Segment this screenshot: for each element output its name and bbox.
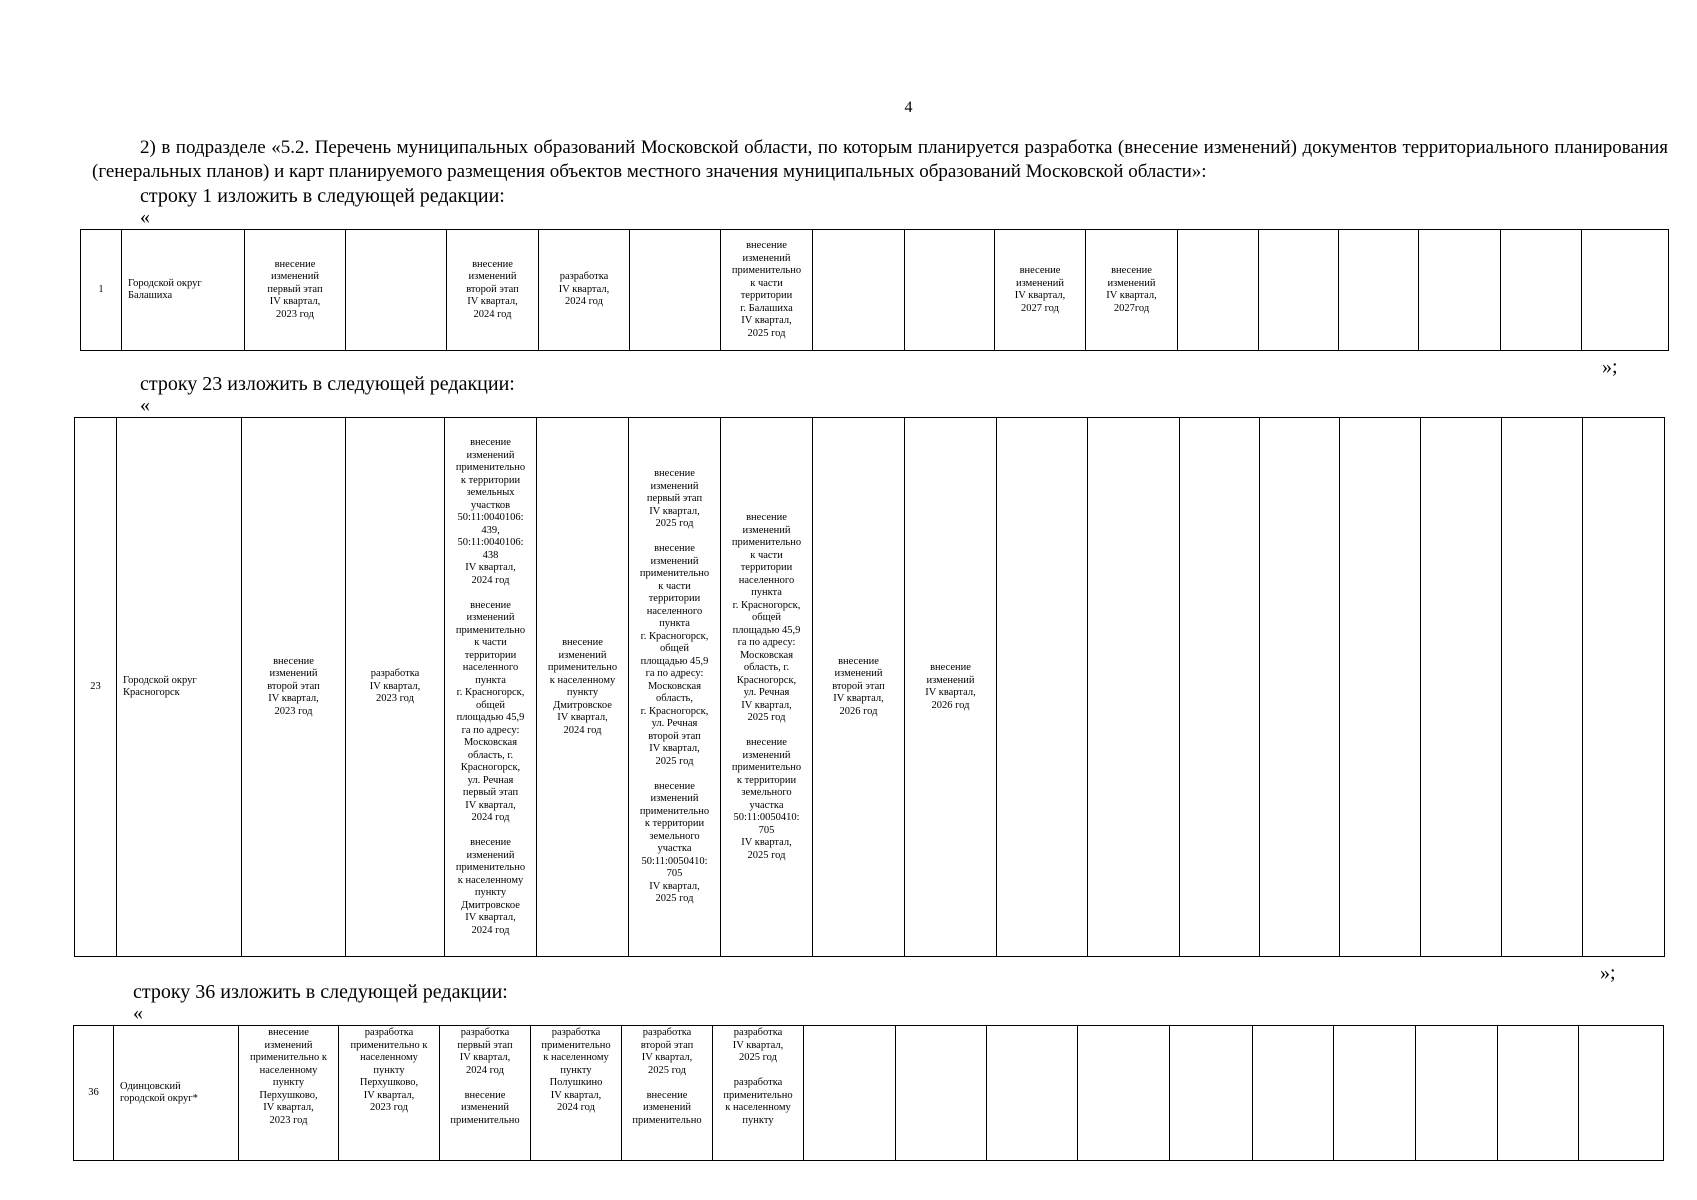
table-cell: внесение изменений применительно к части территории г. Балашиха IV квартал, 2025 год: [721, 230, 813, 351]
table-cell: [1501, 230, 1582, 351]
table-cell: внесение изменений второй этап IV квартал, 2026 год: [813, 418, 905, 957]
table-cell: [1579, 1026, 1664, 1161]
table-cell: [1502, 418, 1583, 957]
table-row-1: [80, 229, 1669, 351]
table-cell: [813, 230, 905, 351]
closing-mark-row-23: »;: [1600, 962, 1616, 984]
table-cell: внесение изменений IV квартал, 2026 год: [905, 418, 997, 957]
municipality-name-cell: Одинцовский городской округ*: [114, 1026, 239, 1161]
row-number-cell: 1: [81, 230, 122, 351]
table-cell: внесение изменений второй этап IV квартал, 2023 год: [242, 418, 346, 957]
table-cell: [997, 418, 1088, 957]
table-cell: разработка IV квартал, 2023 год: [346, 418, 445, 957]
table-cell: [1421, 418, 1502, 957]
table-cell: внесение изменений первый этап IV квартал, 2025 год внесение изменений применительно к части территории населенного пункта г. Красногорск, общей площадью 45,9 га по адресу: Московская область, г. Красногорск, ул. Речная второй этап IV квартал, 2025 год внесение изменений применительно к территории земельного участка 50:11:0050410: 705 IV квартал, 2025 год: [629, 418, 721, 957]
table-row-23: [74, 417, 1665, 957]
table-cell: разработка первый этап IV квартал, 2024 год внесение изменений применительно: [440, 1026, 531, 1161]
table-cell: [1088, 418, 1180, 957]
table-cell: внесение изменений применительно к населенному пункту Дмитровское IV квартал, 2024 год: [537, 418, 629, 957]
table-cell: [1582, 230, 1669, 351]
table-cell: внесение изменений второй этап IV квартал, 2024 год: [447, 230, 539, 351]
table-cell: [1260, 418, 1340, 957]
table-cell: [346, 230, 447, 351]
table-cell: [1259, 230, 1339, 351]
instruction-row-23: строку 23 изложить в следующей редакции:: [140, 373, 515, 395]
table-cell: [1340, 418, 1421, 957]
table-cell: разработка IV квартал, 2024 год: [539, 230, 630, 351]
table-cell: [1416, 1026, 1498, 1161]
table-cell: [1253, 1026, 1334, 1161]
table-cell: разработка второй этап IV квартал, 2025 год внесение изменений применительно: [622, 1026, 713, 1161]
table-cell: внесение изменений IV квартал, 2027 год: [995, 230, 1086, 351]
table-cell: разработка применительно к населенному пункту Полушкино IV квартал, 2024 год: [531, 1026, 622, 1161]
table-cell: [1078, 1026, 1170, 1161]
table-cell: внесение изменений применительно к населенному пункту Перхушково, IV квартал, 2023 год: [239, 1026, 339, 1161]
table-cell: [1334, 1026, 1416, 1161]
table-cell: [1583, 418, 1665, 957]
municipality-name-cell: Городской округ Красногорск: [117, 418, 242, 957]
opening-quote-row-36: «: [133, 1002, 143, 1024]
table-cell: [1170, 1026, 1253, 1161]
intro-paragraph: 2) в подразделе «5.2. Перечень муниципальных образований Московской области, по которым планируется разработка (внесение изменений) документов территориального планирования (генеральных планов) и карт планируемого размещения объектов местного значения муниципальных образований Московской области»:: [92, 137, 1668, 182]
table-cell: [1419, 230, 1501, 351]
page-number: 4: [904, 99, 913, 116]
table-cell: внесение изменений первый этап IV квартал, 2023 год: [245, 230, 346, 351]
row-number-cell: 23: [75, 418, 117, 957]
table-cell: [896, 1026, 987, 1161]
instruction-row-1: строку 1 изложить в следующей редакции:: [140, 185, 505, 207]
table-cell: внесение изменений применительно к части территории населенного пункта г. Красногорск, общей площадью 45,9 га по адресу: Московская область, г. Красногорск, ул. Речная IV квартал, 2025 год внесение изменений применительно к территории земельного участка 50:11:0050410: 705 IV квартал, 2025 год: [721, 418, 813, 957]
instruction-row-36: строку 36 изложить в следующей редакции:: [133, 981, 508, 1003]
table-cell: разработка применительно к населенному пункту Перхушково, IV квартал, 2023 год: [339, 1026, 440, 1161]
row-number-cell: 36: [74, 1026, 114, 1161]
opening-quote-row-1: «: [140, 206, 150, 228]
table-cell: [630, 230, 721, 351]
table-cell: [804, 1026, 896, 1161]
table-cell: [1498, 1026, 1579, 1161]
table-cell: [905, 230, 995, 351]
table-cell: [1339, 230, 1419, 351]
table-row-36: [73, 1025, 1664, 1161]
closing-mark-row-1: »;: [1602, 356, 1618, 378]
table-cell: внесение изменений применительно к территории земельных участков 50:11:0040106: 439, 50:11:0040106: 438 IV квартал, 2024 год внесение изменений применительно к части территории населенного пункта г. Красногорск, общей площадью 45,9 га по адресу: Московская область, г. Красногорск, ул. Речная первый этап IV квартал, 2024 год внесение изменений применительно к населенному пункту Дмитровское IV квартал, 2024 год: [445, 418, 537, 957]
municipality-name-cell: Городской округ Балашиха: [122, 230, 245, 351]
table-cell: разработка IV квартал, 2025 год разработка применительно к населенному пункту: [713, 1026, 804, 1161]
table-cell: [1180, 418, 1260, 957]
table-cell: [987, 1026, 1078, 1161]
table-cell: внесение изменений IV квартал, 2027год: [1086, 230, 1178, 351]
opening-quote-row-23: «: [140, 394, 150, 416]
table-cell: [1178, 230, 1259, 351]
